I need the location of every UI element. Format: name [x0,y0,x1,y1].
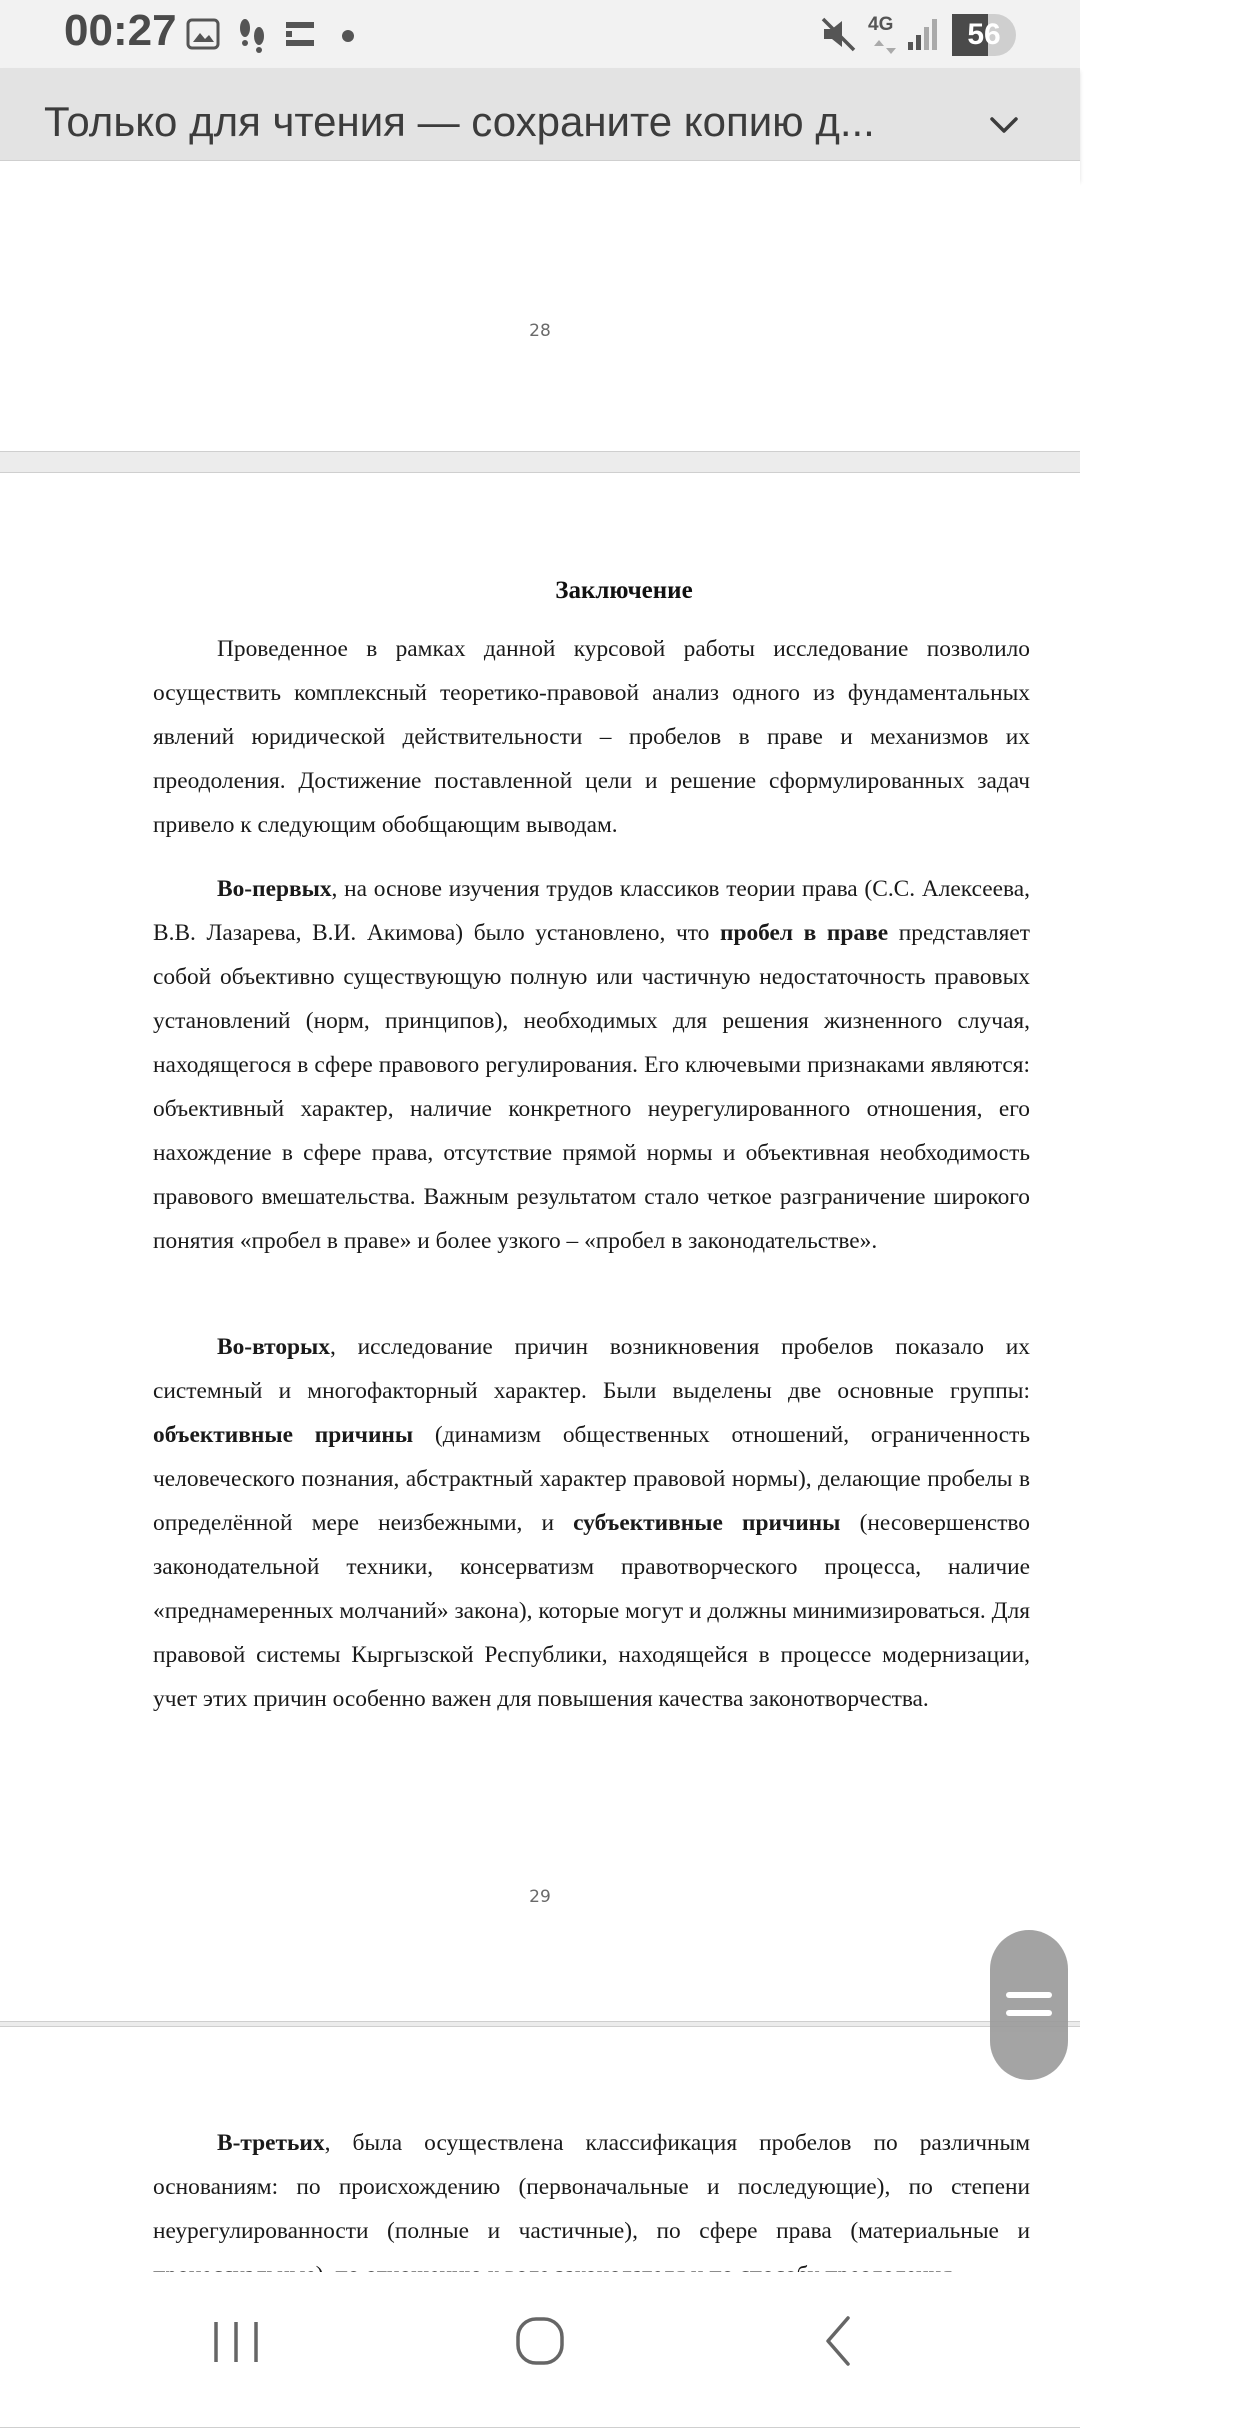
page-number: 29 [529,1887,551,1907]
page-29 [0,472,1080,2022]
gallery-icon [184,14,222,54]
steps-icon [232,14,272,54]
banner-title: Только для чтения — сохраните копию д... [44,98,875,145]
app-notification-icon [282,14,318,54]
fast-scroll-handle[interactable] [990,1930,1068,2080]
chevron-down-icon[interactable] [983,104,1025,146]
handle-grip-line [1006,2010,1052,2016]
paragraph [153,867,1030,1263]
bold-term: Во-первых [217,876,332,902]
page-28 [0,160,1080,452]
bold-term: Во-вторых [217,1334,330,1360]
paragraph-text: , на основе изучения трудов классиков теории права (С.С. Алексеева, В.В. Лазарева, В.И. Акимова) было установлено, что [153,876,1030,946]
data-arrows-icon [872,38,900,56]
paragraph-text: (несовершенство законодательной техники, консерватизм правотворческого процесса, наличие «преднамеренных молчаний» закона), которые могут и должны минимизироваться. Для правовой системы Кыргызской Республики, находящейся в процессе модернизации, учет этих причин особенно важен для повышения качества законотворчества. [153,1510,1030,1712]
more-notifications-dot-icon [340,14,356,54]
bold-term: пробел в праве [719,920,889,946]
bold-term: объективные причины [153,1422,414,1448]
home-icon[interactable] [510,2306,570,2376]
navigation-bar [0,2272,1080,2408]
battery-percent: 56 [967,18,1001,51]
section-heading: Заключение [555,577,693,604]
handle-grip-line [1006,1992,1052,1998]
network-type: 4G [868,14,894,35]
paragraph-text: представляет собой объективно существующую полную или частичную недостаточность правовых установлений (норм, принципов), необходимых для решения жизненного случая, находящегося в сфере правового регулирования. Его ключевыми признаками являются: объективный характер, наличие конкретного неурегулированного отношения, его нахождение в сфере права, отсутствие прямой нормы и объективная необходимость правового вмешательства. Важным результатом стало четкое разграничение широкого понятия «пробел в праве» и более узкого – «пробел в законодательстве». [153,920,1030,1254]
paragraph: Проведенное в рамках данной курсовой работы исследование позволило осуществить комплексный теоретико-правовой анализ одного из фундаментальных явлений юридической действительности – пробелов в праве и механизмов их преодоления. Достижение поставленной цели и решение сформулированных задач привело к следующим обобщающим выводам. [153,636,1030,838]
status-bar [0,0,1080,68]
mute-icon [818,14,858,54]
paragraph [153,2121,1030,2297]
paragraph-text: (динамизм общественных отношений, ограниченность человеческого познания, абстрактный характер правовой нормы), делающие пробелы в определённой мере неизбежными, и [153,1422,1030,1536]
page-number: 28 [529,321,551,341]
battery-indicator [952,14,1016,56]
back-icon[interactable] [814,2306,864,2376]
signal-icon [906,14,942,54]
paragraph [153,1325,1030,1721]
recent-apps-icon[interactable] [208,2306,264,2376]
bold-term: субъективные причины [573,1510,841,1536]
paragraph-text: , исследование причин возникновения пробелов показало их системный и многофакторный характер. Были выделены две основные группы: [153,1334,1030,1404]
document-viewport[interactable] [0,180,1080,2272]
status-time: 00:27 [64,6,177,55]
paragraph-text: , была осуществлена классификация пробелов по различным основаниям: по происхождению (первоначальные и последующие), по степени неурегулированности (полные и частичные), по сфере права (материальные и [153,2130,1030,2244]
bold-term: В-третьих [217,2130,325,2156]
